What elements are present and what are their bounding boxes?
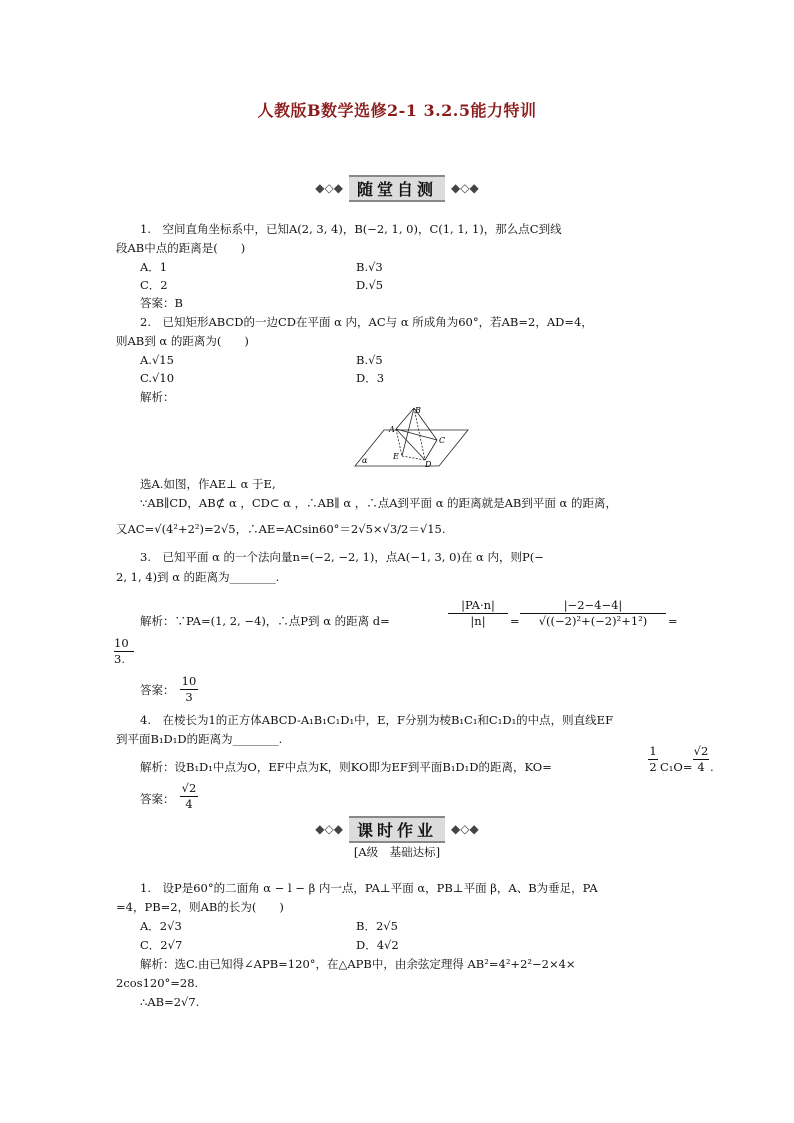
q2-stem-line1: 2. 已知矩形ABCD的一边CD在平面 α 内，AC与 α 所成角为60°，若AB=2，AD=4， <box>140 315 593 329</box>
label-b: B <box>415 406 421 415</box>
q4-ko2-fraction <box>693 744 709 775</box>
label-c: C <box>439 436 446 445</box>
q3-fraction-2 <box>520 598 666 629</box>
q1-option-d: D.√5 <box>356 278 384 292</box>
q4-answer-numerator: √2 <box>181 781 197 795</box>
q1-option-a: A．1 <box>140 260 168 274</box>
q2-solution-line3: 又AC=√(4²+2²)=2√5，∴AE=ACsin60°＝2√5×√3/2＝√15. <box>116 522 446 536</box>
q4-ko-denominator: 2 <box>649 760 657 774</box>
q4-ko-mid: C₁O= <box>660 760 693 774</box>
q3-equals-2: = <box>668 614 678 628</box>
q3-answer-denominator: 3 <box>180 689 198 705</box>
label-d: D <box>425 460 432 469</box>
q5-stem-line2: =4，PB=2，则AB的长为( ) <box>116 900 284 914</box>
q3-frac2-numerator: |−2−4−4| <box>563 598 623 612</box>
q2-solution-line1: 选A.如图，作AE⊥ α 于E, <box>140 477 276 491</box>
banner-left-ornament: ◆◇◆ <box>315 181 343 195</box>
q3-result-denominator: 3. <box>114 651 134 667</box>
q5-solution-line1: 解析：选C.由已知得∠APB=120°，在△APB中，由余弦定理得 AB²=4²+2²−2×4× <box>140 957 576 971</box>
q5-option-c: C．2√7 <box>140 938 183 952</box>
q5-option-d: D．4√2 <box>356 938 399 952</box>
q2-option-a: A.√15 <box>140 353 174 367</box>
q1-stem-line1: 1. 空间直角坐标系中，已知A(2, 3, 4)，B(−2, 1, 0)，C(1, 1, 1)，那么点C到线 <box>140 222 562 236</box>
page-title: 人教版B数学选修2-1 3.2.5能力特训 <box>257 101 537 120</box>
q3-answer <box>180 674 198 705</box>
q5-stem-line1: 1. 设P是60°的二面角 α − l − β 内一点，PA⊥平面 α，PB⊥平面 β，A、B为垂足，PA <box>140 881 598 895</box>
q3-answer-label: 答案： <box>140 683 175 697</box>
q3-frac1-numerator: |PA·n| <box>461 598 495 612</box>
q1-option-b: B.√3 <box>356 260 383 274</box>
q4-analysis: 解析：设B₁D₁中点为O，EF中点为K，则KO即为EF到平面B₁D₁D的距离，KO= <box>140 760 552 774</box>
q5-solution-line3: ∴AB=2√7. <box>140 995 200 1009</box>
q2-option-d: D．3 <box>356 371 385 385</box>
q2-solution-line2: ∵AB∥CD，AB⊄ α ，CD⊂ α ，∴AB∥ α ，∴点A到平面 α 的距离就是AB到平面 α 的距离， <box>140 496 617 510</box>
q3-stem-line2: 2, 1, 4)到 α 的距离为________. <box>116 570 280 584</box>
q2-option-b: B.√5 <box>356 353 383 367</box>
q4-stem-line2: 到平面B₁D₁D的距离为________. <box>116 732 283 746</box>
q1-answer: 答案：B <box>140 296 183 310</box>
label-e: E <box>393 452 399 461</box>
edge-ad <box>396 429 425 460</box>
q4-ko-end: . <box>710 760 714 774</box>
q5-option-b: B．2√5 <box>356 919 398 933</box>
banner-label: 随堂自测 <box>349 175 445 202</box>
q4-stem-line1: 4. 在棱长为1的正方体ABCD-A₁B₁C₁D₁中，E，F分别为棱B₁C₁和C₁D₁的中点，则直线EF <box>140 713 614 727</box>
q2-stem-line2: 则AB到 α 的距离为( ) <box>116 334 249 348</box>
q4-ko2-denominator: 4 <box>693 759 709 775</box>
q3-frac1-denominator: |n| <box>448 613 508 629</box>
q4-answer-label: 答案： <box>140 792 175 806</box>
q3-answer-numerator: 10 <box>181 674 197 688</box>
plane-alpha <box>355 430 468 466</box>
q5-solution-line2: 2cos120°=28. <box>116 976 199 990</box>
q4-ko2-numerator: √2 <box>693 744 709 758</box>
banner-right-ornament: ◆◇◆ <box>451 822 479 836</box>
section-banner-homework <box>0 818 794 840</box>
q2-option-c: C.√10 <box>140 371 175 385</box>
q1-option-c: C．2 <box>140 278 168 292</box>
q3-stem-line1: 3. 已知平面 α 的一个法向量n=(−2, −2, 1)，点A(−1, 3, 0)在 α 内，则P(− <box>140 550 544 564</box>
q4-ko-fraction <box>648 744 658 775</box>
q2-analysis-label: 解析： <box>140 390 175 404</box>
q4-answer-denominator: 4 <box>180 796 198 812</box>
q4-answer <box>180 781 198 812</box>
q5-option-a: A．2√3 <box>140 919 182 933</box>
q3-frac2-denominator: √((−2)²+(−2)²+1²) <box>520 613 666 629</box>
label-alpha: α <box>362 456 368 465</box>
q3-equals-1: = <box>510 614 520 628</box>
banner-label: 课时作业 <box>349 816 445 843</box>
section-banner-self-test <box>0 177 794 199</box>
q3-result <box>114 636 134 667</box>
label-a: A <box>389 425 395 434</box>
q3-result-numerator: 10 <box>114 636 129 650</box>
q1-stem-line2: 段AB中点的距离是( ) <box>116 241 246 255</box>
q3-analysis: 解析：∵PA=(1, 2, −4)，∴点P到 α 的距离 d= <box>140 614 390 628</box>
section-sublevel: [A级 基础达标] <box>353 845 441 859</box>
q4-ko-numerator: 1 <box>649 744 657 758</box>
edge-dc <box>425 440 437 460</box>
banner-right-ornament: ◆◇◆ <box>451 181 479 195</box>
geometry-figure <box>352 404 470 470</box>
q3-fraction-1 <box>448 598 508 629</box>
banner-left-ornament: ◆◇◆ <box>315 822 343 836</box>
edge-ac <box>396 429 437 440</box>
